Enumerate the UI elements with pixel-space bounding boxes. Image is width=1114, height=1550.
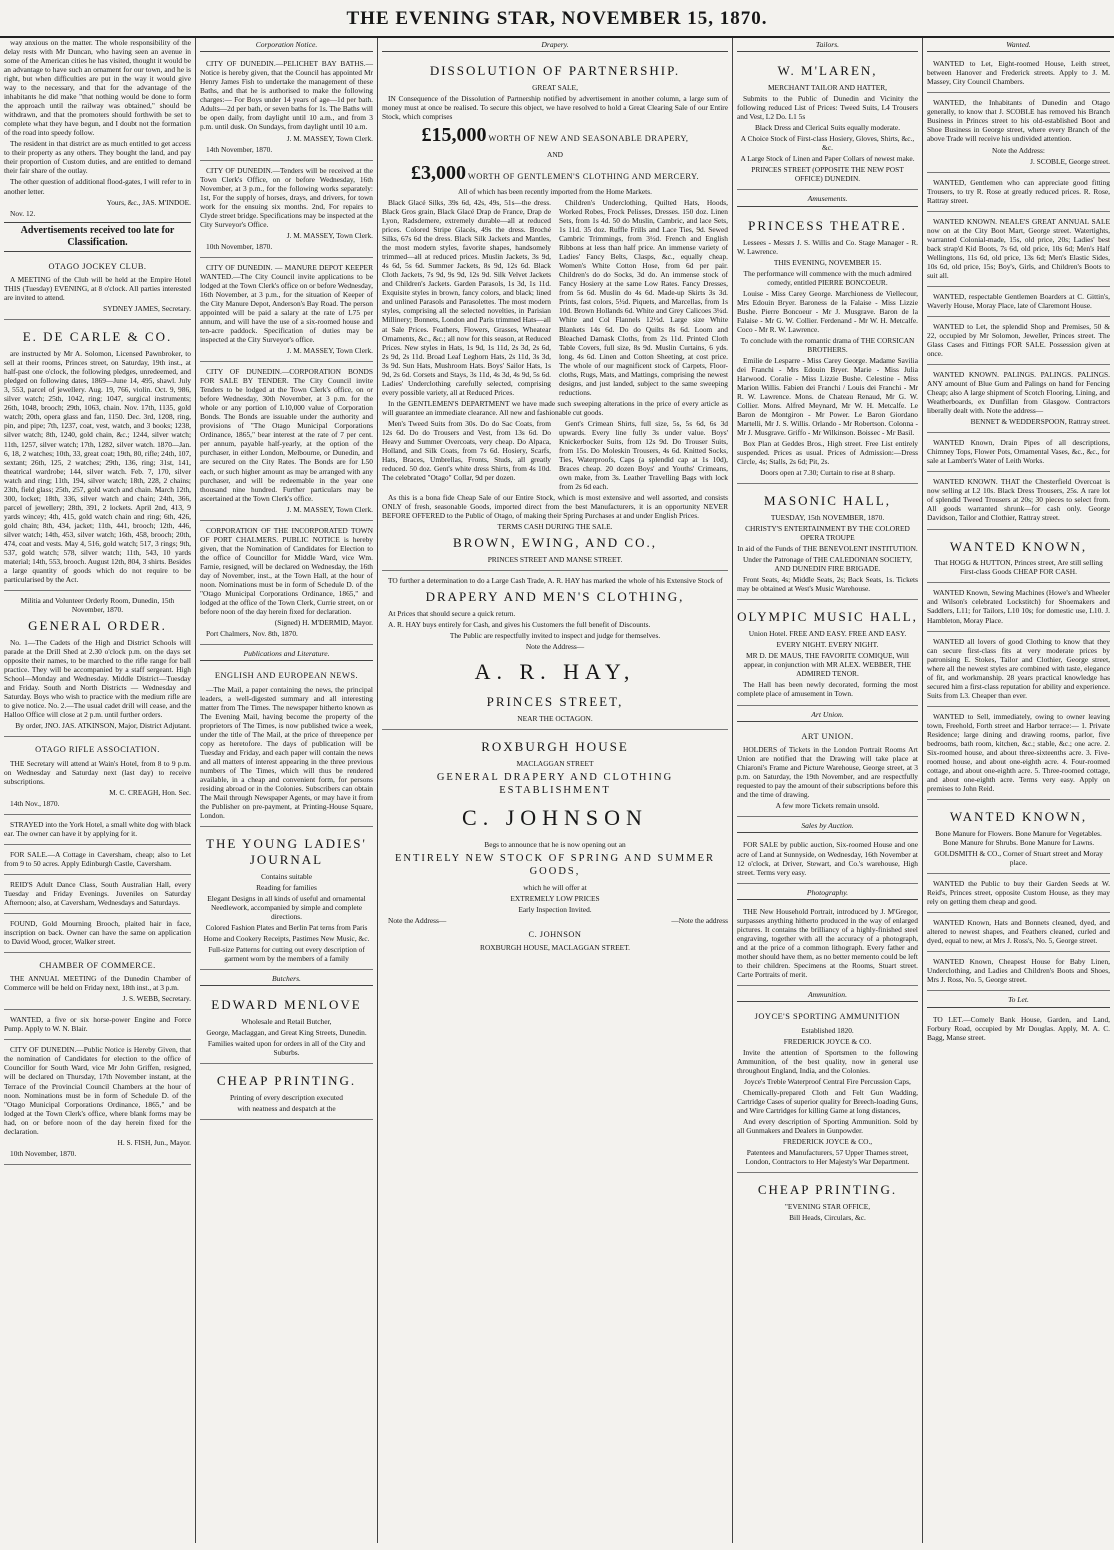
ad-wanted: WANTED Known, Hats and Bonnets cleaned, dyed, and altered to newest shapes, and Feathers cleaned, curled and dyed, equal to new, at Mrs J. Ross's, No. 5, George street.	[927, 915, 1110, 952]
late-ads-heading: Advertisements received too late for Classification.	[4, 222, 191, 252]
ad-wanted: WANTED KNOWN. NEALE'S GREAT ANNUAL SALE now on at the City Boot Mart, George street. Watertights, warranted Colonial-made, 15s, old price, 20s; Ladies' best back strap'd Kid Boots, 7s 6d, old price, 10s 6d; Men's Half Wellingtons, 11s 6d, old price, 13s 6d; Men's Elastic Sides, 10s 6d, old price, 15s; Boy's, Girls, and Children's Boots to suit all.	[927, 214, 1110, 287]
ad-wanted: WANTED to Sell, immediately, owing to owner leaving town, Freehold, Forth street and Harbor terrace:— 1. Private Residence; large dining and drawing rooms, parlor, five bedrooms, bath room, kitchen, &c.; stable, &c.; one acre. 2. Six-roomed house, and about three-sixteenths acre. 3. Five-roomed house, and about one-eighth acre. 4. Four-roomed cottage, and about one-eighth acre. 5. Three-roomed cottage, and about one-eighth acre. Terms very easy. Apply on premises to John Reid.	[927, 709, 1110, 800]
section-heading: Ammunition.	[737, 988, 918, 1002]
ad-joyce-ammunition: JOYCE'S SPORTING AMMUNITION Established 1820. FREDERICK JOYCE & CO. Invite the attention of Sportsmen to the following Ammunition, of the best quality, now in general use throughout England, India, and the Colonies. Joyce's Treble Waterproof Central Fire Percussion Caps, Chemically-prepared Cloth and Felt Gun Wadding, Cartridge Cases of superior quality for Breech-loading Guns, and Wire Cartridges for killing Game at long distances, And every description of Sporting Ammunition. Sold by all Gunmakers and Dealers in Gunpowder. FREDERICK JOYCE & CO., Patentees and Manufacturers, 57 Upper Thames street, London, Contractors to Her Majesty's War Department.	[737, 1006, 918, 1173]
letter-paragraph: The other question of additional flood-gates, I will refer to in another letter.	[4, 177, 191, 196]
ad-wanted: WANTED KNOWN, Bone Manure for Flowers. Bone Manure for Vegetables. Bone Manure for Shrubs. Bone Manure for Lawns. GOLDSMITH & CO., Corner of Stuart street and Moray place.	[927, 802, 1110, 874]
ad-english-news: ENGLISH AND EUROPEAN NEWS. —The Mail, a paper containing the news, the principal leaders, a well-digested summary and all interesting matter from The Times. The newspaper hitherto known as The Evening Mail, having become the property of the proprietors of The Times, is now published twice a week, under the title of The Mail, at the price of threepence per copy as heretofore. The days of publication will be Tuesday and Friday, and each paper will contain the news and all matters of interest appearing in the three previous numbers of The Times, which will thus be rendered available, in a cheap and convenient form, for persons residing abroad or in the Colonies. Subscribers can obtain The Mail through Newspaper Agents, or may have it from the Publisher on pre-payment, at Printing-House Square, London.	[200, 665, 373, 827]
ad-to-let: TO LET.—Comely Bank House, Garden, and Land, Forbury Road, occupied by Mr Douglas. Apply, M. A. C. Bagg, Manse street.	[927, 1014, 1110, 1042]
ad-corporation-bonds: CITY OF DUNEDIN.—CORPORATION BONDS FOR SALE BY TENDER. The City Council invite Tenders to be lodged at the Town Clerk's office, on or before Wednesday, 30th November, at 3 p.m. for the whole or any portion of L10,000 value of Corporation Bonds. The Bonds are issuable under the authority and provisions of "The Otago Municipal Corporations Ordinance, 1865," bear interest at the rate of 7 per cent. per annum, payable half-yearly, at the option of the purchaser, in either London, Melbourne, or Dunedin, and are secured on the City Rates. The Bonds are for L50 each, or such higher amount as may be arranged with any purchaser, and will be redeemable in the year one thousand nine hundred. Further particulars may be ascertained at the Town Clerk's office. J. M. MASSEY, Town Clerk.	[200, 364, 373, 521]
ad-found: FOUND, Gold Mourning Brooch, plaited hair in face, inscription on back. Owner can have the same on application to David Wood, grocer, Walker street.	[4, 916, 191, 953]
ad-photography: THE New Household Portrait, introduced by J. M'Gregor, surpasses anything hitherto produced in the way of enlarged pictures. It contains the brilliancy of a highly-finished steel engraving, together with all the accuracy of a photograph, and at the price of a common lithograph. Every father and mother should have them, as no better memento could be left to their children. Specimens at the Rooms, Stuart street. Carte Portraits of merit.	[737, 904, 918, 986]
section-heading: Butchers.	[200, 972, 373, 986]
section-heading: Wanted.	[927, 38, 1110, 52]
ad-tenders: CITY OF DUNEDIN.—Tenders will be received at the Town Clerk's Office, on or before Wednesday, 16th November, at 3 p.m., for the following works separately: 1st, For the supply of horses, drays, and drivers, for town work for the ensuing six months. 2nd, For repairs to Clyde street bridge. Specifications may be inspected at the City Surveyor's Office. J. M. MASSEY, Town Clerk. 10th November, 1870.	[200, 163, 373, 258]
ad-general-order: Militia and Volunteer Orderly Room, Dunedin, 15th November, 1870. GENERAL ORDER. No. 1—The Cadets of the High and District Schools will parade at the Drill Shed at 2.30 o'clock p.m. on the days set opposite their names, to be marched to the rifle range for ball practice. They will be accompanied by a staff sergeant. High School—Monday and Wednesday. Middle District—Tuesday and Friday. South and North Districts — Wednesday and Saturday. Boys who wish to practice with the medium rifle are to give notice. No. 2.—The usual cadet drill will cease, and the Halloo Office will close at 2 p.m. until further orders. By order, JNO. JAS. ATKINSON, Major, District Adjutant.	[4, 593, 191, 737]
ad-wanted: WANTED the Public to buy their Garden Seeds at W. Reid's, Princes street, opposite Custom House, as they may rely on getting them cheap and good.	[927, 876, 1110, 913]
ad-wanted: WANTED KNOWN, That HOGG & HUTTON, Princes street, Are still selling First-class Goods CHEAP FOR CASH.	[927, 532, 1110, 584]
ad-wanted: WANTED Known, Drain Pipes of all descriptions, Chimney Tops, Flower Pots, Ornamental Vases, &c., &c., for sale at Lambert's Water of Leith Works.	[927, 435, 1110, 472]
masthead-title: THE EVENING STAR, NOVEMBER 15, 1870.	[346, 8, 768, 29]
column-3	[378, 38, 733, 1543]
ad-manure-depot: CITY OF DUNEDIN. — MANURE DEPOT KEEPER WANTED.—The City Council invite applications to be lodged at the Town Clerk's office on or before Wednesday, 16th November, at 3 p.m., for the situation of Keeper of the City Manure Depot, Anderson's Bay Road. The person appointed will be paid a salary at the rate of L75 per annum, and will have the use of a six-roomed house and ten-acre paddock. Specification of duties may be inspected at the City Surveyor's office. J. M. MASSEY, Town Clerk.	[200, 260, 373, 362]
ad-menlove: EDWARD MENLOVE Wholesale and Retail Butcher, George, Maclaggan, and Great King Streets, Dunedin. Families waited upon for orders in all of the City and Suburbs.	[200, 990, 373, 1064]
letter-date: Nov. 12.	[10, 208, 36, 218]
ad-a-r-hay: TO further a determination to do a Large Cash Trade, A. R. HAY has marked the whole of his Extensive Stock of DRAPERY AND MEN'S CLOTHING, At Prices that should secure a quick return. A. R. HAY buys entirely for Cash, and gives his Customers the full benefit of Discounts. The Public are respectfully invited to inspect and judge for themselves. Note the Address— A. R. HAY, PRINCES STREET, NEAR THE OCTAGON.	[382, 573, 728, 730]
ad-wanted: WANTED, Gentlemen who can appreciate good fitting Trousers, to try R. Rose at greatly reduced prices. R. Rose, Rattray street.	[927, 175, 1110, 212]
ad-city-south-ward: CITY OF DUNEDIN.—Public Notice is Hereby Given, that the nomination of Candidates for election to the office of Councillor for South Ward, vice Mr John Griffen, resigned, will be declared on Thursday, 17th November instant, at the Terrace of the Provincial Council Chambers at the hour of noon. Nominations must be in form of Schedule D. of the "Otago Municipal Corporations Ordinance, 1865," and be lodged at the Town Clerk's office, where blank forms may be had, on or before noon of the day herein fixed for the declaration. H. S. FISH, Jun., Mayor. 10th November, 1870.	[4, 1042, 191, 1164]
ad-mlaren: W. M'LAREN, MERCHANT TAILOR AND HATTER, Submits to the Public of Dunedin and Vicinity the following reduced List of Prices: Tweed Suits, L4 Trousers and Vest, L2 Do. L1 5s Black Dress and Clerical Suits equally moderate. A Choice Stock of First-class Hosiery, Gloves, Shirts, &c., &c. A Large Stock of Linen and Paper Collars of newest make. PRINCES STREET (OPPOSITE THE NEW POST OFFICE) DUNEDIN.	[737, 56, 918, 190]
ad-wanted: WANTED to Let, the splendid Shop and Premises, 50 & 22, occupied by Mr Solomon, Jeweller, Princes street. The Glass Cases and Fittings FOR SALE. Possession given at once.	[927, 319, 1110, 365]
letter-signature: Yours, &c., JAS. M'INDOE.	[106, 197, 191, 207]
column-4	[733, 38, 923, 1543]
section-heading: To Let.	[927, 993, 1110, 1007]
ad-cheap-printing-2: CHEAP PRINTING. "EVENING STAR OFFICE, Bill Heads, Circulars, &c.	[757, 1182, 898, 1222]
ad-wanted: WANTED KNOWN. THAT the Chesterfield Overcoat is now selling at L2 10s. Black Dress Trousers, 25s. A rare lot of splendid Tweed Trousers at 20s; 30 pieces to select from. All goods warranted shrunk—for cash only. George Davidson, Tailor and Clothier, Rattray street.	[927, 474, 1110, 529]
ad-jockey-club: OTAGO JOCKEY CLUB. A MEETING of the Club will be held at the Empire Hotel THIS (Tuesday) EVENING, at 8 o'clock. All parties interested are invited to attend. SYDNEY JAMES, Secretary.	[4, 256, 191, 320]
column-1	[0, 38, 196, 1543]
ad-olympic-music-hall: OLYMPIC MUSIC HALL, Union Hotel. FREE AND EASY. FREE AND EASY. EVERY NIGHT. EVERY NIGHT. MR D. DE MAUS, THE FAVORITE COMIQUE, Will appear, in conjunction with MR ALEX. WEBBER, THE ADMIRED TENOR. The Hall has been newly decorated, forming the most complete place of amusement in Town.	[737, 602, 918, 705]
ad-pelichet-baths: CITY OF DUNEDIN.—PELICHET BAY BATHS.—Notice is hereby given, that the Council has appointed Mr Henry James Fish to undertake the management of these Baths, and that he is authorised to make the following charges:— For Boys under 14 years of age—1d per bath. Adults—2d per bath, or seven baths for 1s. The Baths will be open daily, from daylight until 10 a.m., and from 3 p.m. until dusk. On Sundays, from daylight until 10 a.m. J. M. MASSEY, Town Clerk. 14th November, 1870.	[200, 56, 373, 160]
ad-auction: FOR SALE by public auction, Six-roomed House and one acre of Land at Sunnyside, on Wednesday, 16th November at 12 o'clock, at Driver, Stewart, and Co.'s warehouse, High street. Terms very easy.	[737, 837, 918, 883]
ad-roxburgh-house: ROXBURGH HOUSE MACLAGGAN STREET GENERAL DRAPERY AND CLOTHING ESTABLISHMENT C. JOHNSON Begs to announce that he is now opening out an ENTIRELY NEW STOCK OF SPRING AND SUMMER GOODS, which he will offer at EXTREMELY LOW PRICES Early Inspection Invited. Note the Address— —Note the address C. JOHNSON ROXBURGH HOUSE, MACLAGGAN STREET.	[388, 738, 728, 953]
ad-wanted: WANTED Known, Sewing Machines (Howe's and Wheeler and Wilson's celebrated Lockstitch) for Shoemakers and Saddlers, L11; for Tailors, L10 10s; for domestic use, L10. J. Hambleton, Moray Place.	[927, 585, 1110, 631]
ad-wanted: WANTED, respectable Gentlemen Boarders at C. Gittin's, Waverly House, Moray Place, late of Claremont House.	[927, 289, 1110, 317]
ad-wanted: WANTED to Let, Eight-roomed House, Leith street, between Hanover and Frederick streets. Apply to J. M. Massey, City Council Chambers.	[927, 56, 1110, 93]
letter-paragraph: way anxious on the matter. The whole responsibility of the delay rests with Mr Duncan, who having seen an avenue in some of the American cities he has visited, thought it would be an advantage to have such an ornament for our town, and he is right, but when difficulties are put in the way it would give way to the necessary, and that for the advantage of the inhabitants he did make "that nothing would be done to form the approach until the railway was obtained," should be withdrawn, and that the promoters should forthwith be set to complete what they have begun, and I doubt not the formation of the road into speedy follow.	[4, 38, 191, 138]
ad-strayed: STRAYED into the York Hotel, a small white dog with black ear. The owner can have it by applying for it.	[4, 817, 191, 845]
ad-young-ladies-journal: THE YOUNG LADIES' JOURNAL Contains suitable Reading for families Elegant Designs in all kinds of useful and ornamental Needlework, accompanied by simple and complete directions. Colored Fashion Plates and Berlin Pat terns from Paris Home and Cookery Receipts, Pastimes New Music, &c. Full-size Patterns for cutting out every description of garment worn by the members of a family	[200, 829, 373, 970]
section-heading: Amusements.	[737, 192, 918, 206]
section-heading: Drapery.	[382, 38, 728, 52]
ad-de-carle: E. DE CARLE & CO. are instructed by Mr A. Solomon, Licensed Pawnbroker, to sell at their rooms, Princes street, on Saturday, 19th inst., at half-past one o'clock, the following pledges, unredeemed, and pledged on following dates, 1869—June 14, 495, shawl. July 3, 553, parcel of jewellery. Aug. 19, 766, violin. Oct. 9, 986, silver watch; 25th, 1042, ring; 1047, surgical instruments; 26th, 1048, brooch; 29th, 1063, chain. Nov. 17th, 1135, gold watch; 20th, opera glass and fan, 1150. Dec. 3rd, 1208, ring, pin, and pipe; 7th, 1237, coat, vest, watch, and 3 books; 1238, silver watch; 8th, 1240, gold chain, &c.; 1244, silver watch; 11th, 1257, silver watch; 17th, 1282, silver watch. 1870—Jan. 6, 18, 2 watches; 10th, 33, great coat; 19th, 80, rifle; 24th, 107, sextant; 26th, 125, 2 watches; 29th, 136, ring; 31st, 141, theatrical wardrobe; 144, silver watch. Feb. 7, 170, silver watch and ring; 11th, 194, silver watch; 18th, 228, 2 chains; 23th, field glass; 25th, 257, gold watch and chain. March 12th, 300, locket; 18th, 336, silver watch and chain; 24th, 366, parcel of jewellery; 28th, 391, 2 lockets. April 2nd, 413, 9 yards wincey; 4th, 415, gold watch chain and ring; 6th, 426, gold chain; 8th, 434, jacket; 11th, 441, brooch; 12th, 446, silver watch; 14th, 453, silver watch; 16th, 458, brooch; 20th, 474, coat and vests. May 4, 516, gold watch; 517, 3 rings; 9th, 537, gold watch; 578, silver watch; 11th, 543, 10 yards material; 14th, 553, brooch. August 12th, 804, 3 shirts. Besides a large quantity of goods which do not require to be particularised by the Act.	[4, 322, 191, 591]
ad-wanted: WANTED all lovers of good Clothing to know that they can secure first-class fits at very moderate prices by patronising E. Stokes, Tailor and Clothier, George street, where all the newest styles are combined with taste, elegance of fit, and workmanship. 28 years practical knowledge has secured him a first-class reputation for ability and experience. Suits from L3. Cheaper than ever.	[927, 634, 1110, 707]
ad-art-union: ART UNION. HOLDERS of Tickets in the London Portrait Rooms Art Union are notified that the Drawing will take place at Chiaroni's Frame and Picture Warehouse, George street, at 3 p.m. on Saturday, the 19th November, and are respectfully requested to pay the amount of their subscriptions before this and the time of drawing. A few more Tickets remain unsold.	[737, 726, 918, 817]
ad-wanted: WANTED KNOWN. PALINGS. PALINGS. PALINGS. ANY amount of Blue Gum and Palings on hand for Fencing Cheap; also A large shipment of Scotch Flooring, Lining, and Weatherboards, ex Dunfillan from Glasgow. Contractors liberally dealt with. Note the address— BENNET & WEDDERSPOON, Rattray street.	[927, 367, 1110, 433]
ad-cheap-printing: CHEAP PRINTING. Printing of every description executed with neatness and despatch at the	[200, 1066, 373, 1120]
letter-paragraph: The resident in that district are as much entitled to get access to their property as any others. They bought the land, and pay their proportion of Custom duties, and are entitled to demand their fair share of the outlay.	[4, 139, 191, 176]
masthead	[0, 0, 1114, 38]
ad-dance-class: REID'S Adult Dance Class, South Australian Hall, every Tuesday and Friday Evenings. Juveniles on Saturday Afternoon; also, at Caversham, Wednesdays and Saturdays.	[4, 877, 191, 914]
column-5	[923, 38, 1114, 1543]
section-heading: Sales by Auction.	[737, 819, 918, 833]
ad-wanted: WANTED Known, Cheapest House for Baby Linen, Underclothing, and Ladies and Children's Boots and Shoes, Mrs J. Ross, No. 5, George street.	[927, 954, 1110, 991]
section-heading: Photography.	[737, 886, 918, 900]
ad-princess-theatre: PRINCESS THEATRE. Lessees - Messrs J. S. Willis and Co. Stage Manager - R. W. Lawrence. THIS EVENING, NOVEMBER 15. The performance will commence with the much admired comedy, entitled PIERRE BONCOEUR. Louise - Miss Carey George. Marchioness de Viellecour, Mrs Edouin Bryer. Baroness de la Falaise - Miss Lizzie Bushe. Pierre Boncoeur - Mr J. Musgrave. Baron de la Falaise - Mr G. W. Collier. Ferdenand - Mr W. H. Metcalfe. Coco - Mr R. W. Lawrence. To conclude with the romantic drama of THE CORSICAN BROTHERS. Emilie de Lesparre - Miss Carey George. Madame Savilia dei Franchi - Mrs Edouin Bryer. Marie - Miss Julia Harwood. Coralie - Miss Lizzie Bushe. Celestine - Miss Marion Willis. Fabien dei Franchi / Louis dei Franchi - Mr R. W. Lawrence. Mons. de Chateau Renaud, Mr G. W. Collier. Mons. Alfred Meynard, Mr W. H. Metcalfe. Le Baron de Montgiron - Mr Power. Le Baron Giordano Martelli, Mr J. S. Willis. Orlando - Mr Robertson. Colonna - Mr J. Musgrave. Griffo - Mr Wilkinson. Boissec - Mr Basil. Box Plan at Geddes Bros., High street. Free List entirely suspended. Prices as usual. Prices of Admission:—Dress Circle, 4s; Stalls, 2s 6d; Pit, 2s. Doors open at 7.30; Curtain to rise at 8 sharp.	[737, 211, 918, 485]
section-heading: Art Union.	[737, 708, 918, 722]
column-2	[196, 38, 378, 1543]
ad-masonic-hall: MASONIC HALL, TUESDAY, 15th NOVEMBER, 1870. CHRISTY'S ENTERTAINMENT BY THE COLORED OPERA TROUPE In aid of the Funds of THE BENEVOLENT INSTITUTION. Under the Patronage of THE CALEDONIAN SOCIETY, AND DUNEDIN FIRE BRIGADE. Front Seats, 4s; Middle Seats, 2s; Back Seats, 1s. Tickets may be obtained at West's Music Warehouse.	[737, 486, 918, 600]
ad-rifle-association: OTAGO RIFLE ASSOCIATION. THE Secretary will attend at Wain's Hotel, from 8 to 9 p.m. on Wednesday and Saturday next (last day) to receive subscriptions. M. C. CREAGH, Hon. Sec. 14th Nov., 1870.	[4, 739, 191, 814]
ad-wanted-engine: WANTED, a five or six horse-power Engine and Force Pump. Apply to W. N. Blair.	[4, 1012, 191, 1040]
ad-for-sale: FOR SALE.—A Cottage in Caversham, cheap; also to Let from 9 to 50 acres. Apply Edinburgh Castle, Caversham.	[4, 847, 191, 875]
ad-wanted: WANTED, the Inhabitants of Dunedin and Otago generally, to know that J. SCOBLE has removed his Branch Business in Princes street to his old-established Boot and Shoe Business in George street, where every Branch of the above Trade will receive his undivided attention. Note the Address: J. SCOBLE, George street.	[927, 95, 1110, 172]
section-heading: Publications and Literature.	[200, 647, 373, 661]
ad-chamber-commerce: CHAMBER OF COMMERCE. THE ANNUAL MEETING of the Dunedin Chamber of Commerce will be held on Friday next, 18th inst., at 3 p.m. J. S. WEBB, Secretary.	[4, 955, 191, 1010]
section-heading: Tailors.	[737, 38, 918, 52]
ad-brown-ewing: DISSOLUTION OF PARTNERSHIP. GREAT SALE, IN Consequence of the Dissolution of Partnership notified by advertisement in another column, a large sum of money must at once be realised. To secure this object, we have resolved to hold a Great Clearing Sale of our Entire Stock, which comprises £15,000 WORTH OF NEW AND SEASONABLE DRAPERY, AND £3,000 WORTH OF GENTLEMEN'S CLOTHING AND MERCERY. All of which has been recently imported from the Home Markets. Black Glacé Silks, 39s 6d, 42s, 49s, 51s—the dress. Black Gros grain, Black Glacé Drap de France, Drap de Lyon, Radsdemere, extremely durable—all at reduced prices. Colored Stripe Glacés, 49s the dress. Broché Silks, 67s 6d the dress. Black Silk Jackets and Mantles, the most modern styles, favorite shapes, handsomely trimmed—all at reduced prices. Muslin Jackets, 3s 9d, 4s 6d, 5s 6d. Summer Jackets, 8s 9d, 12s 6d. Black Cloth Jackets, 7s 9d, 9s 9d, 12s 9d. Silk Velvet Jackets and Children's Jackets. Garden Parasols, 1s 3d, 1s 11d. Exquisite styles in brown, fancy colors, and black; lined and unlined Parasols and Parasolettes. The most modern styles, comprising all the selected novelties, in Parisian Millinery; Bonnets, London and Paris trimmed Hats—all at Sale Prices. Feathers, Flowers, Grasses, Wheatear Ornaments, &c., &c.; all now for this season, at Reduced Prices. New styles in Hats, 1s 9d, 1s 11d, 2s 3d, 2s 6d, 2s 9d, 2s 11d. Broad Leaf Leghorn Hats, 2s 11d, 3s 3d, 3s 9d. Sun Hats, Mushroom Hats. Boys' Sailor Hats, 1s 9d, 2s 6d. Corsets and Stays, 3s 11d, 4s 3d, 4s 9d, 5s 6d. Ladies' Underclothing carefully selected, comprising every possible variety, all at Reduced Prices. Children's Underclothing, Quilted Hats, Hoods, Worked Robes, Frock Pelisses, Dresses. 150 doz. Linen Sets, from 1s 4d. 50 do Muslin, Cambric, and lace Sets, 1s 11d. 35 doz. Ruffle Frills and Lace Ties, 9d. Sewed Cambric Trimmings, from 3½d. French and English Ribbons at less than half price. An immense variety of Ladies' Fancy Belts, Clasps, &c., equally cheap. Women's White Cotton Hose, from 6d per pair. Children's do do Socks, 3d do. An immense stock of Fancy Hosiery at the same Low Rates. Fancy Dresses, from 5s 6d. Muslin do 4s 6d. Made-up Skirts 3s 3d. Prints, fast colors, 5½d. Piquets, and Marcellas, from 1s 10d. Brown Hollands 6d. White and Grey Calicoes 3¼d. White and Col Flannels 12½d. Large size White Blankets 14s 6d. Do do Quilts 8s 6d. Loom and Bleached Damask Cloths, from 2s 11d. Printed Cloth Table Covers, full size, 8s 9d. Muslin Curtains, 6 yds. long, 4s 6d. Linen and Cotton Sheeting, at cost price. The whole of our magnificent stock of Carpets, Floor-cloths, Rugs, Mats, and Mattings, comprising the newest designs, and just landed, subject to the same sweeping reductions. In the GENTLEMEN'S DEPARTMENT we have made such sweeping alterations in the price of every article as will guarantee an immediate clearance. All new and fashionable cut goods. Men's Tweed Suits from 30s. Do do Sac Coats, from 12s 6d. Do do Trousers and Vest, from 13s 6d. Do Heavy and Summer Overcoats, very cheap. Do Alpaca, Holland, and Silk Coats, from 7s 6d. Hosiery, Scarfs, Hats, Braces, Umbrellas, Fronts, Studs, all greatly reduced. 50 doz. Gent's white dress Shirts, from 4s 10d. The celebrated "Otago" Collar, 9d per dozen. Gent's Crimean Shirts, full size, 5s, 5s 6d, 6s 3d upwards. Every line fully 3s under value. Boys' Knickerbocker Suits, from 12s 9d. Do Trouser Suits, from 15s. Do Moleskin Trousers, 4s 6d. Knitted Socks, Ties, Waterproofs, Caps (a splendid cap at 1s 10d), Braces cheap. 20 dozen Boys' and Youths' Crimeans, own make, from 3s. Leather Travelling Bags with lock from 2s 6d each. As this is a bona fide Cheap Sale of our Entire Stock, which is most extensive and well assorted, and consists ONLY of fresh, seasonable Goods, imported direct from the best Manufacturers, it is an opportunity NEVER BEFORE OFFERED to the Public of Otago, of making their Spring Purchases at and under English Prices. TERMS CASH DURING THE SALE. BROWN, EWING, AND CO., PRINCES STREET AND MANSE STREET.	[382, 56, 728, 571]
ad-port-chalmers: CORPORATION OF THE INCORPORATED TOWN OF PORT CHALMERS. PUBLIC NOTICE is hereby given, that the Nomination of Candidates for Election to the office of Councillor for Middle Ward, vice Wm. Farnie, resigned, will be declared on Wednesday, the 16th day of November, inst., at the Town Hall, at the hour of noon. Nominations must be in form of Schedule D. of the "Otago Municipal Corporations Ordinance, 1865," and lodged at the office of the Town Clerk, Currie street, on or before noon of the day herein fixed for declaration. (Signed) H. M'DERMID, Mayor. Port Chalmers, Nov. 8th, 1870.	[200, 523, 373, 645]
section-heading: Corporation Notice.	[200, 38, 373, 52]
